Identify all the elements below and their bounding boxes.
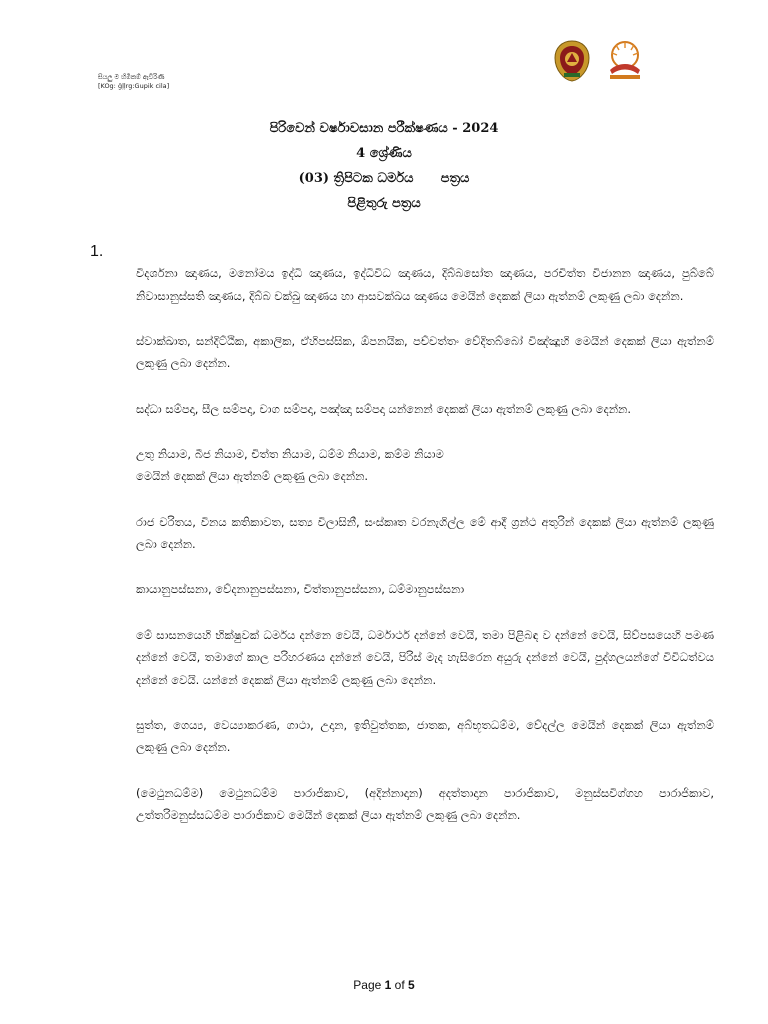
answer-item: විදර්ශනා ඤාණය, මනෝමය ඉද්ධි ඤාණය, ඉද්ධිවිධ ඤාණය, දිබ්බසෝත ඤාණය, පරචිත්ත විජානන ඤාණය, පුබ්බේ නිවාසානුස්සති ඤාණය, දිබ්බ චක්ඛු ඤාණය හා ආසවක්ඛය ඤාණය මෙයින් දෙකක් ලියා ඇත්නම් ලකුණු ලබා දෙන්න. bbox=[136, 266, 714, 303]
answer-item: සද්ධා සම්පදා, සීල සම්පදා, චාග සම්පදා, පඤ්ඤා සම්පදා යන්නෙන් දෙකක් ලියා ඇත්නම් ලකුණු ලබා දෙන්න. bbox=[136, 401, 632, 416]
grade-label: 4 ශ්‍රේණිය bbox=[356, 146, 412, 161]
question-number: 1. bbox=[90, 243, 104, 260]
education-dept-emblem-icon bbox=[604, 40, 646, 82]
answer-list bbox=[136, 262, 714, 849]
total-pages: 5 bbox=[408, 978, 415, 992]
copyright-line: [KOg: ğļļrg:Gupik cila] bbox=[98, 82, 170, 90]
of-word: of bbox=[394, 978, 405, 992]
exam-title: පිරිවෙන් වර්ෂාවසාන පරීක්ෂණය - 2024 bbox=[269, 121, 499, 136]
current-page: 1 bbox=[384, 978, 392, 992]
answer-item: මේ සාසනයෙහි භික්ෂුවක් ධර්මය දන්නෙ වෙයි, ධර්මාර්ථ දන්නේ වෙයි, තමා පිළිබඳ ව දන්නේ වෙයි, සිව්පසයෙහි පමණ දන්නේ වෙයි, තමාගේ කාල පරිහරණය දන්නේ වෙයි, පිරිස් මැද හැසිරෙන අයුරු දන්නේ වෙයි, පුද්ගලයන්ගේ විවිධත්වය දන්නේ වෙයි. යන්නේ දෙකක් ලියා ඇත්නම් ලකුණු ලබා දෙන්න. bbox=[136, 627, 714, 687]
page-footer bbox=[0, 978, 768, 992]
copyright-notice bbox=[98, 73, 169, 91]
answer-item: කායානුපස්සනා, වේදනානුපස්සනා, චිත්තානුපස්සනා, ධම්මානුපස්සනා bbox=[136, 582, 465, 597]
answer-item: ස්වාක්ඛාත, සන්දිට්ඨික, අකාලික, ඒහිපස්සික, ඕපනයික, පච්චත්තං වේදිතබ්බෝ විඤ්ඤූහි මෙයින් දෙකක් ලියා ඇත්නම් ලකුණු ලබා දෙන්න. bbox=[136, 333, 714, 371]
answer-item: (මෙථුනධම්ම) මෙථුනධම්ම පාරාජිකාව, (අදින්නාදාන) අදත්තාදාන පාරාජිකාව, මනුස්සවිග්ගහ පාරාජිකාව, උත්තරිමනුස්සධම්ම පාරාජිකාව මෙයින් දෙකක් ලියා ඇත්නම් ලකුණු ලබා දෙන්න. bbox=[136, 785, 714, 823]
exam-header bbox=[0, 116, 768, 216]
answer-sheet-label: පිළිතුරු පත්‍රය bbox=[347, 196, 421, 211]
answer-item: සුත්ත, ගෙය්‍ය, වෙය්‍යාකරණ, ගාථා, උදාන, ඉතිවුත්තක, ජාතක, අබ්භූතධම්ම, වේදල්ල මෙයින් දෙකක් ලියා ඇත්නම් ලකුණු ලබා දෙන්න. bbox=[136, 717, 714, 755]
subject-label: (03) ත්‍රිපිටක ධර්මය පත්‍රය bbox=[298, 171, 470, 186]
answer-item: රාජ චරිතය, විනය කතිකාවත, සත්‍ය විලාසිනී, සංස්කෘත වරනැගිල්ල මේ ආදී ග්‍රන්ථ අතුරින් දෙකක් ලියා ඇත්නම් ලකුණු ලබා දෙන්න. bbox=[136, 514, 714, 552]
copyright-line: සියලු ම හිමිකම් ඇවිරිණි bbox=[98, 73, 165, 81]
sri-lanka-emblem-icon bbox=[552, 40, 592, 82]
page-word: Page bbox=[353, 978, 382, 992]
answer-item: උතු නියාම, බීජ නියාම, චිත්ත නියාම, ධම්ම නියාම, කම්ම නියාම මෙයින් දෙකක් ලියා ඇත්නම් ලකුණු ලබා දෙන්න. bbox=[136, 446, 444, 484]
